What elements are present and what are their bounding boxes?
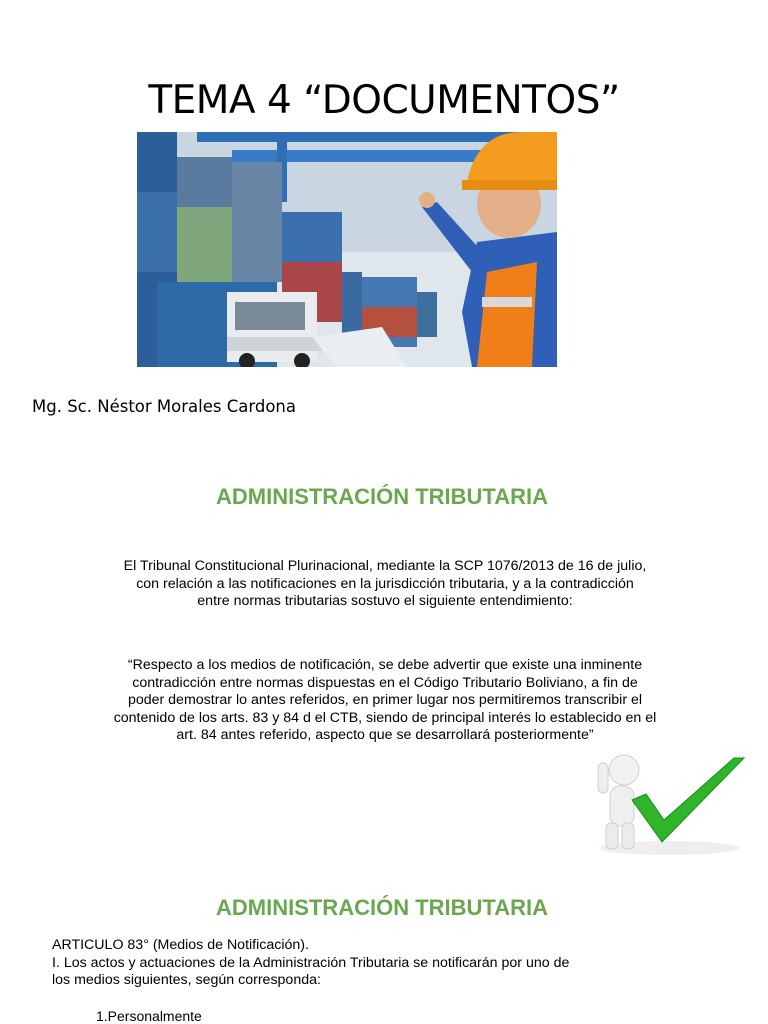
intro-line: con relación a las notificaciones en la jurisdicción tributaria, y a la contradicción xyxy=(136,575,634,592)
section-heading: ADMINISTRACIÓN TRIBUTARIA xyxy=(215,484,548,509)
quote-line: “Respecto a los medios de notificación, se debe advertir que existe una inminente xyxy=(127,657,643,673)
quote-line: art. 84 antes referido, aspecto que se desarrollará posteriormente” xyxy=(176,727,594,743)
article-text xyxy=(52,937,612,990)
quote-line: contenido de los arts. 83 y 84 d el CTB, siendo de principal interés lo establecido en el xyxy=(113,709,657,726)
article-line: I. Los actos y actuaciones de la Administración Tributaria se notificarán por uno de xyxy=(52,954,570,971)
intro-line: entre normas tributarias sostuvo el siguiente entendimiento: xyxy=(197,593,573,609)
intro-paragraph xyxy=(60,558,710,611)
section-heading-2: ADMINISTRACIÓN TRIBUTARIA xyxy=(215,895,548,920)
quote-paragraph xyxy=(60,657,710,745)
intro-line: El Tribunal Constitucional Plurinacional, mediante la SCP 1076/2013 de 16 de julio, xyxy=(123,558,647,574)
list-item: 1.Personalmente xyxy=(96,1008,202,1024)
quote-line: poder demostrar lo antes referidos, en primer lugar nos permitiremos transcribir el xyxy=(127,692,643,708)
article-line: los medios siguientes, según corresponda: xyxy=(52,972,321,988)
port-worker-photo xyxy=(137,132,557,367)
quote-line: contradicción entre normas dispuestas en el Código Tributario Boliviano, a fin de xyxy=(132,674,638,691)
article-title: ARTICULO 83° (Medios de Notificación). xyxy=(52,937,309,953)
author-name: Mg. Sc. Néstor Morales Cardona xyxy=(32,397,296,416)
slide-title: TEMA 4 “DOCUMENTOS” xyxy=(148,78,620,123)
checkmark-figure-illustration xyxy=(584,748,750,858)
